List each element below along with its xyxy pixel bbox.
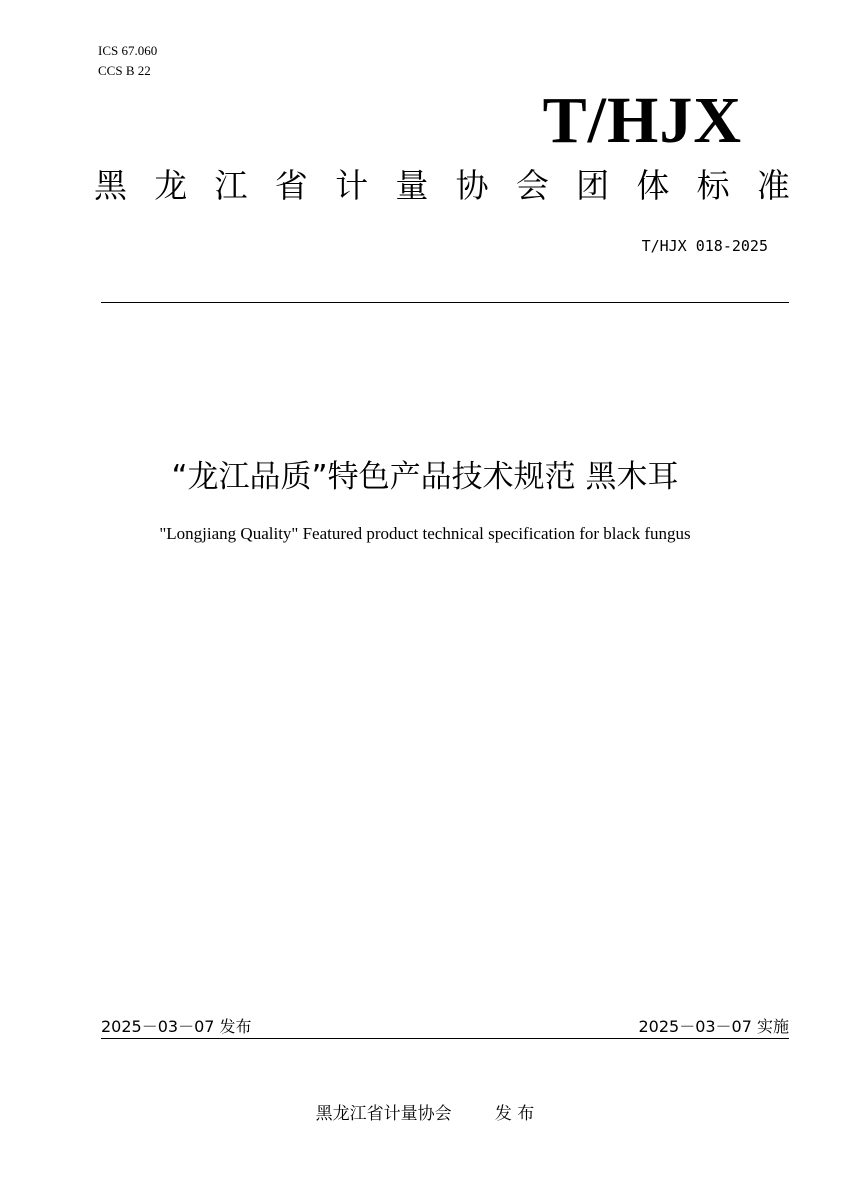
footer-divider	[101, 1038, 789, 1039]
publisher-gap	[452, 1104, 495, 1124]
org-title-char: 团	[576, 166, 610, 205]
org-title-char: 黑	[94, 166, 127, 205]
org-title-char: 标	[696, 166, 730, 205]
publisher-line	[0, 1099, 850, 1124]
organization-title	[94, 165, 790, 207]
ccs-code: CCS B 22	[98, 63, 151, 78]
org-title-char: 准	[756, 166, 790, 205]
header-divider	[101, 302, 789, 303]
org-title-char: 会	[515, 166, 549, 205]
org-title-char: 量	[395, 166, 429, 205]
document-title-en: "Longjiang Quality" Featured product technical specification for black fungus	[159, 524, 691, 543]
document-title-cn: “龙江品质”特色产品技术规范 黑木耳	[171, 459, 679, 495]
org-title-char: 江	[214, 166, 248, 205]
issue-date: 2025－03－07 发布	[101, 1017, 252, 1036]
org-title-char: 省	[274, 166, 308, 205]
publisher-name: 黑龙江省计量协会	[315, 1104, 452, 1124]
classification-codes	[98, 41, 157, 81]
publisher-action: 发 布	[494, 1104, 535, 1124]
org-title-char: 计	[335, 166, 369, 205]
org-title-char: 协	[455, 166, 489, 205]
implementation-date: 2025－03－07 实施	[638, 1017, 789, 1036]
org-title-char: 龙	[154, 166, 188, 205]
org-title-char: 体	[636, 166, 670, 205]
ics-code: ICS 67.060	[98, 43, 158, 58]
standard-logo: T/HJX	[542, 84, 742, 157]
standard-number: T/HJX 018-2025	[641, 237, 768, 255]
